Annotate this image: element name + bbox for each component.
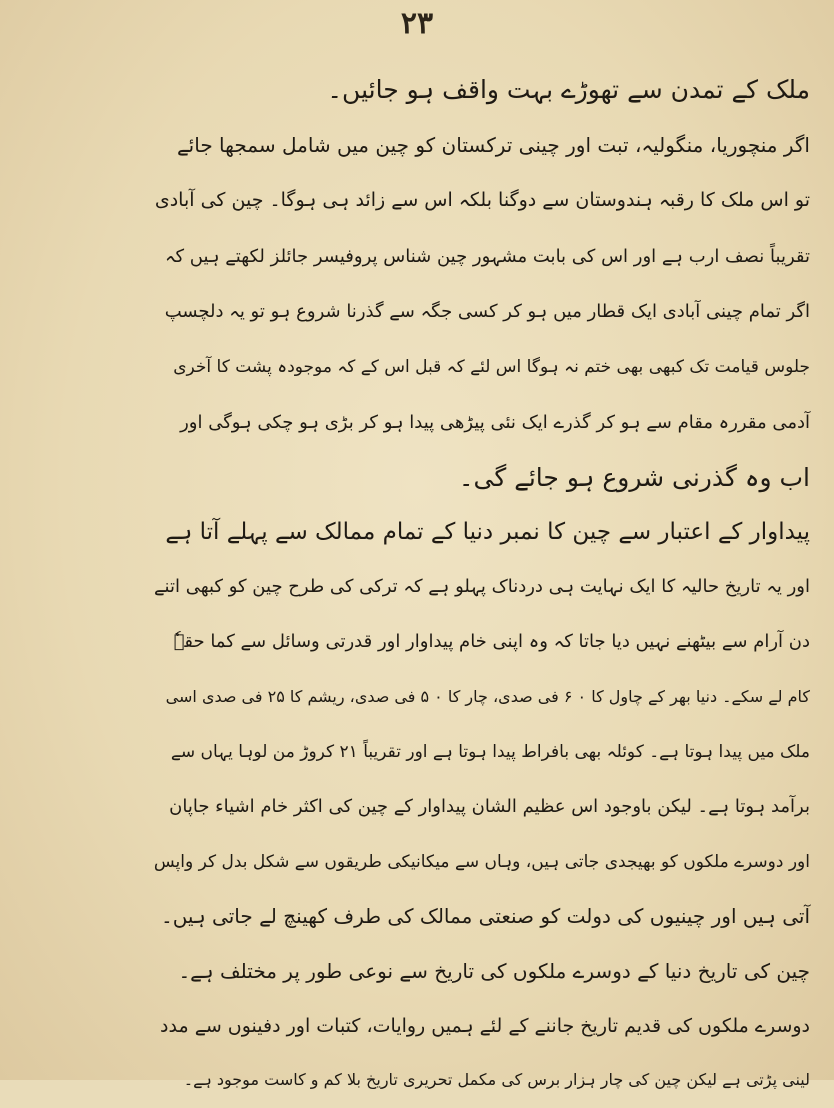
text-line: برآمد ہوتا ہے۔ لیکن باوجود اس عظیم الشان پیداوار کے چین کی اکثر خام اشیاء جاپان xyxy=(169,796,810,817)
text-line: اگر تمام چینی آبادی ایک قطار میں ہو کر کسی جگہ سے گذرنا شروع ہو تو یہ دلچسپ xyxy=(164,301,810,322)
text-line: کام لے سکے۔ دنیا بھر کے چاول کا ۰ ۶ فی صدی، چار کا ۰ ۵ فی صدی، ریشم کا ۲۵ فی صدی اسی xyxy=(165,687,810,706)
text-line: لینی پڑتی ہے لیکن چین کی چار ہزار برس کی مکمل تحریری تاریخ بلا کم و کاست موجود ہے۔ xyxy=(183,1070,810,1089)
text-line: دن آرام سے بیٹھنے نہیں دیا جاتا کہ وہ اپنی خام پیداوار اور قدرتی وسائل سے کما حقہٗ xyxy=(173,631,810,652)
text-line: ملک میں پیدا ہوتا ہے۔ کوئلہ بھی بافراط پیدا ہوتا ہے اور تقریباً ۲۱ کروڑ من لوہا یہاں سے xyxy=(170,742,810,762)
text-line: تو اس ملک کا رقبہ ہندوستان سے دوگنا بلکہ اس سے زائد ہی ہوگا۔ چین کی آبادی xyxy=(154,189,810,211)
page-number: ۲۳ xyxy=(400,6,434,41)
text-line: اگر منچوریا، منگولیہ، تبت اور چینی ترکستان کو چین میں شامل سمجھا جائے xyxy=(176,133,810,157)
text-line: اور دوسرے ملکوں کو بھیجدی جاتی ہیں، وہاں سے میکانیکی طریقوں سے شکل بدل کر واپس xyxy=(153,852,810,872)
text-line: چین کی تاریخ دنیا کے دوسرے ملکوں کی تاریخ سے نوعی طور پر مختلف ہے۔ xyxy=(178,959,810,983)
text-line: ملک کے تمدن سے تھوڑے بہت واقف ہو جائیں۔ xyxy=(327,75,810,104)
text-line: تقریباً نصف ارب ہے اور اس کی بابت مشہور چین شناس پروفیسر جائلز لکھتے ہیں کہ xyxy=(164,246,810,267)
text-line: آدمی مقررہ مقام سے ہو کر گذرے ایک نئی پیڑھی پیدا ہو کر بڑی ہو چکی ہوگی اور xyxy=(180,412,810,433)
text-line: اب وہ گذرنی شروع ہو جائے گی۔ xyxy=(458,463,810,492)
text-line: اور یہ تاریخ حالیہ کا ایک نہایت ہی دردناک پہلو ہے کہ ترکی کی طرح چین کو کبھی اتنے xyxy=(153,576,810,597)
text-line: پیداوار کے اعتبار سے چین کا نمبر دنیا کے تمام ممالک سے پہلے آتا ہے xyxy=(165,519,810,545)
text-line: جلوس قیامت تک کبھی بھی ختم نہ ہوگا اس لئے کہ قبل اس کے کہ موجودہ پشت کا آخری xyxy=(173,357,810,377)
text-line: دوسرے ملکوں کی قدیم تاریخ جاننے کے لئے ہمیں روایات، کتبات اور دفینوں سے مدد xyxy=(160,1015,810,1037)
text-line: آتی ہیں اور چینیوں کی دولت کو صنعتی ممالک کی طرف کھینچ لے جاتی ہیں۔ xyxy=(160,904,810,928)
